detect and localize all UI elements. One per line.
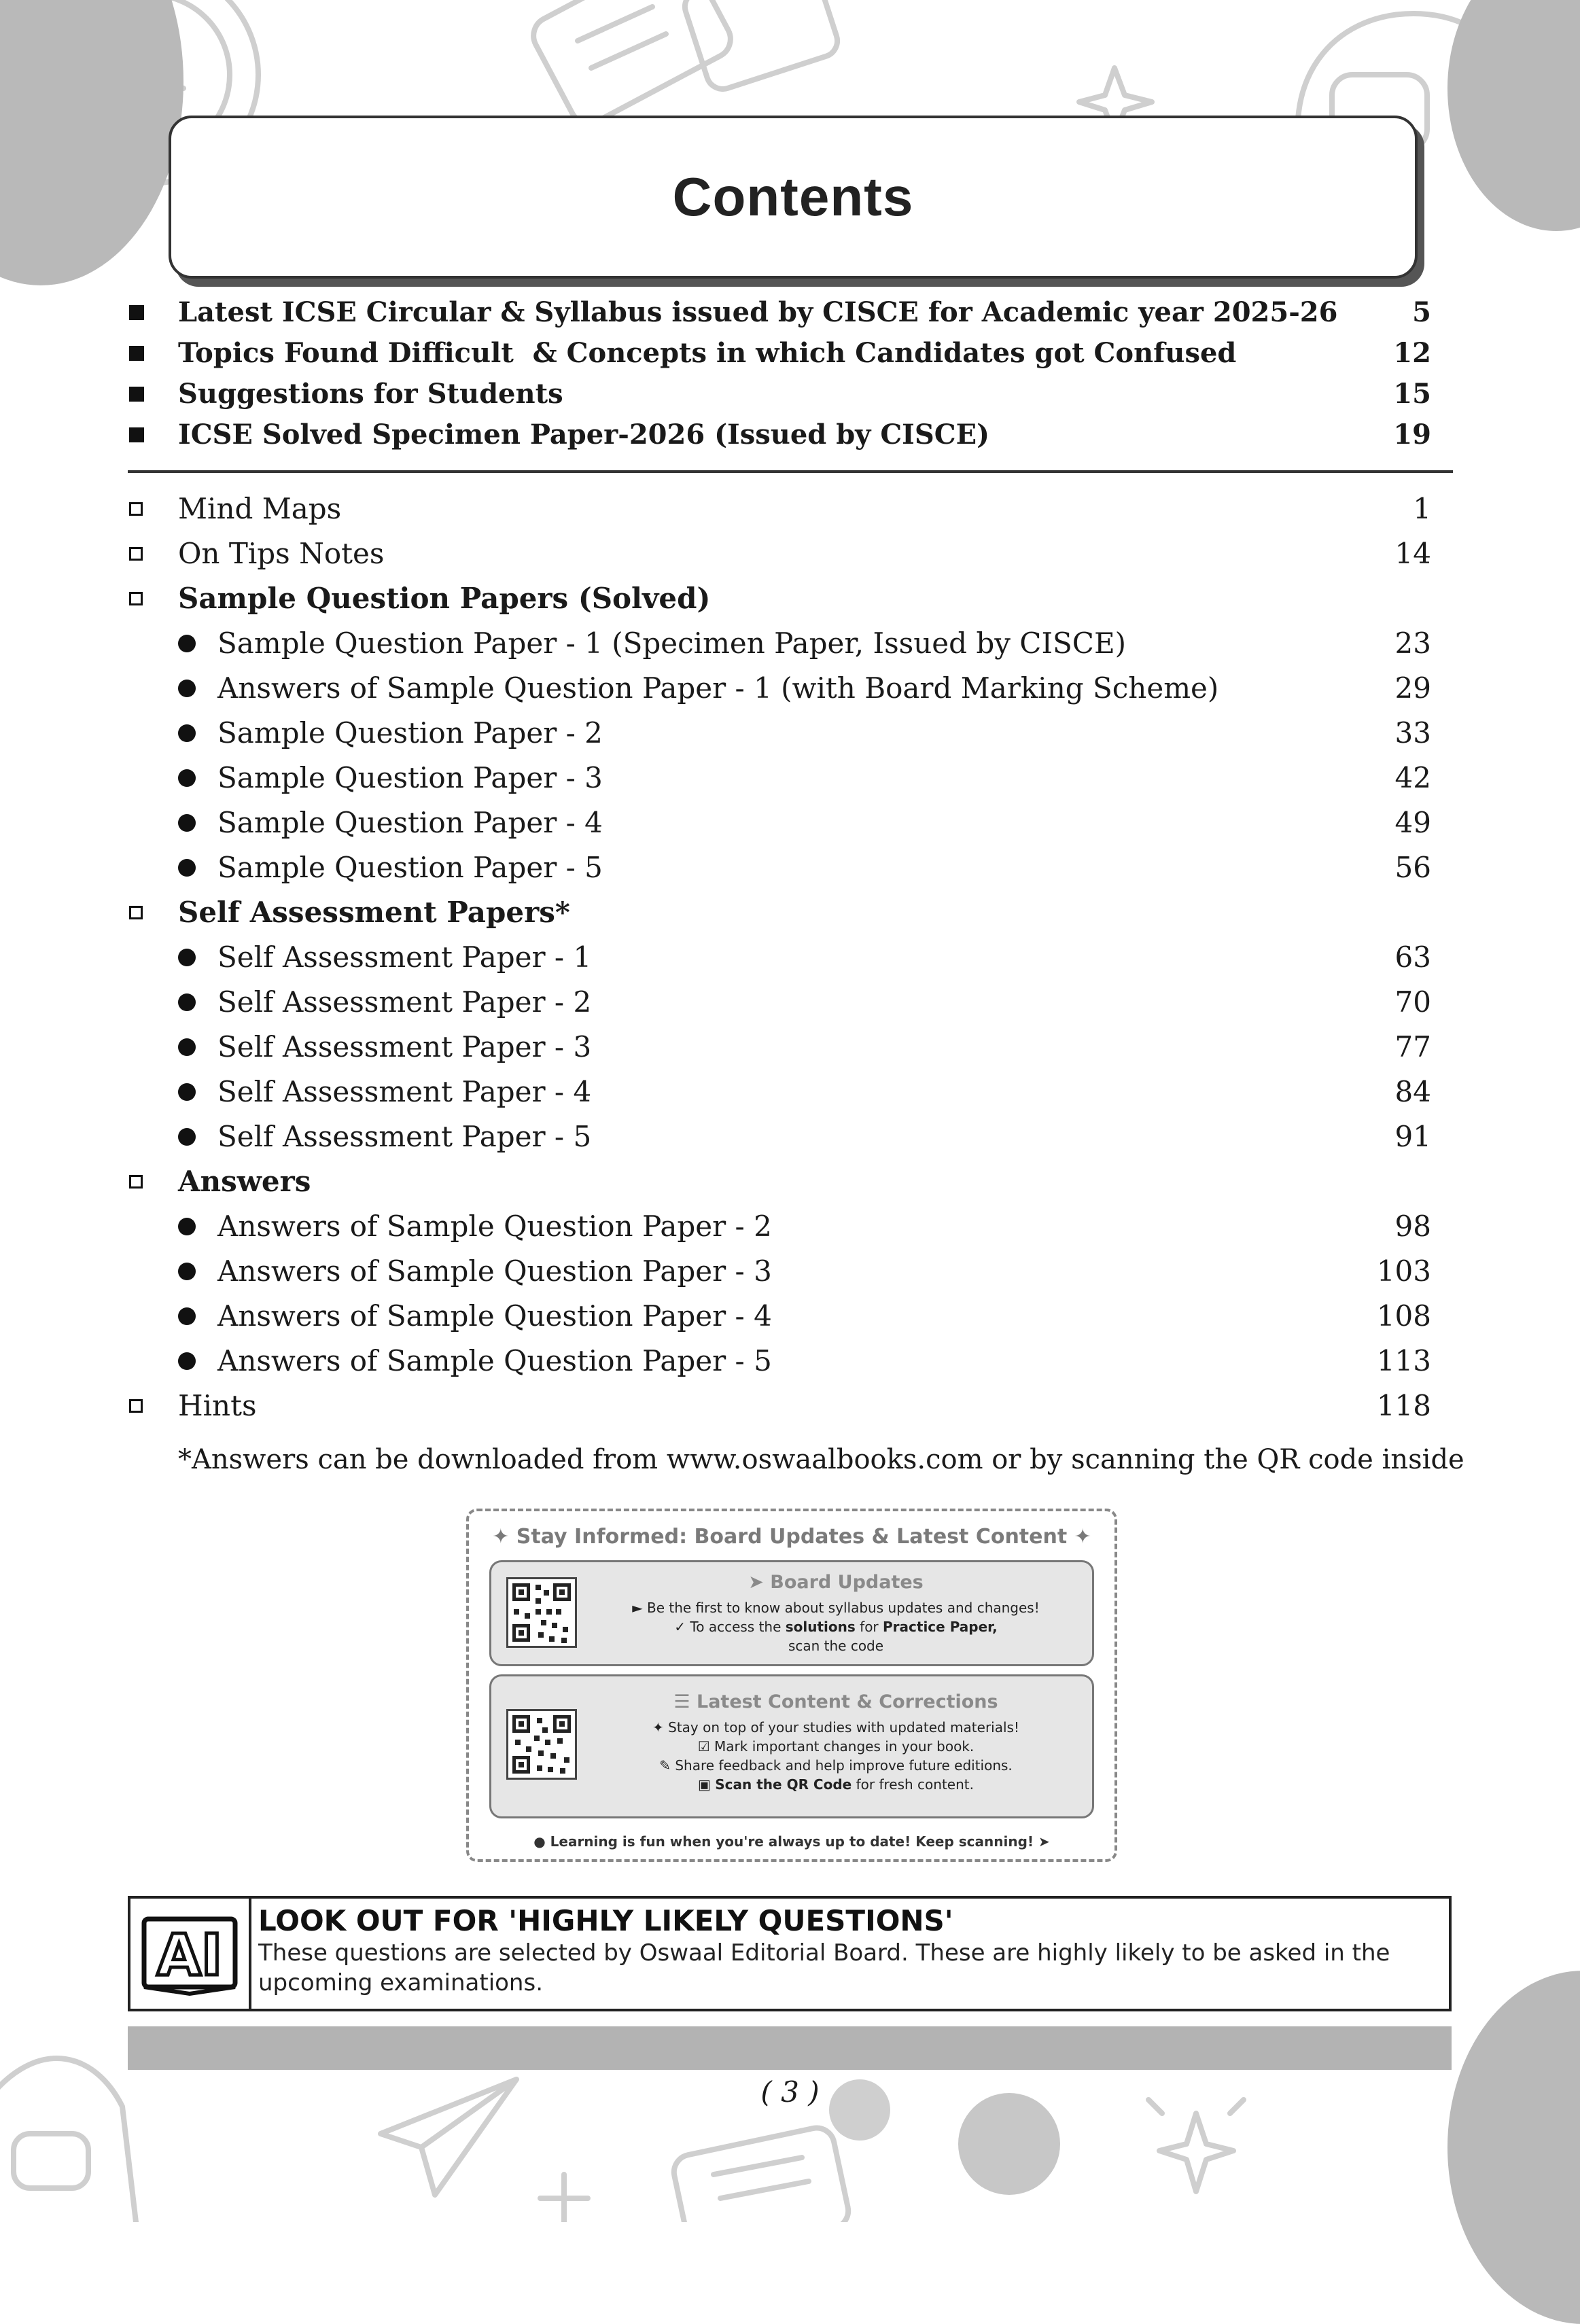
toc-page: 70	[1394, 985, 1431, 1019]
toc-subitem[interactable]	[129, 1212, 1434, 1241]
toc-label: On Tips Notes	[178, 537, 385, 570]
toc-label: ICSE Solved Specimen Paper-2026 (Issued by CISCE)	[178, 419, 990, 451]
ai-box-text	[251, 1899, 1449, 2009]
toc-page: 14	[1394, 537, 1431, 570]
round-bullet-icon	[178, 1352, 217, 1370]
toc-label: Sample Question Paper - 2	[217, 716, 603, 750]
toc-top-item[interactable]	[129, 419, 1434, 451]
toc-label: Topics Found Difficult & Concepts in which Candidates got Confused	[178, 337, 1237, 369]
toc-label: Hints	[178, 1389, 257, 1422]
open-square-bullet-icon	[129, 502, 178, 516]
latest-content-line-post: for fresh content.	[852, 1776, 974, 1793]
board-updates-line-bold: Practice Paper,	[883, 1619, 998, 1635]
toc-subitem[interactable]	[129, 1344, 1434, 1377]
round-bullet-icon	[178, 769, 217, 787]
toc-label: Suggestions for Students	[178, 378, 563, 410]
toc-page: 56	[1394, 851, 1431, 884]
filled-square-bullet-icon	[129, 387, 178, 402]
round-bullet-icon	[178, 724, 217, 742]
toc-subitem[interactable]	[129, 806, 1434, 839]
open-square-bullet-icon	[129, 547, 178, 561]
board-updates-card	[489, 1560, 1094, 1666]
round-bullet-icon	[178, 859, 217, 877]
latest-content-card	[489, 1674, 1094, 1818]
page-number: ( 3 )	[760, 2075, 820, 2109]
toc-item[interactable]	[129, 1389, 1434, 1422]
books-icon: ☰	[673, 1691, 697, 1712]
rocket-icon: ➤	[1034, 1833, 1050, 1850]
toc-subitem[interactable]	[129, 1030, 1434, 1063]
toc-item[interactable]	[129, 537, 1434, 570]
rocket-icon: ➤	[748, 1572, 771, 1593]
toc-page: 118	[1376, 1389, 1431, 1422]
toc-label: Self Assessment Paper - 3	[217, 1030, 592, 1063]
toc-subitem[interactable]	[129, 1075, 1434, 1108]
qr-panel-heading-text: Stay Informed: Board Updates & Latest Content	[516, 1525, 1068, 1549]
ai-box-title: LOOK OUT FOR 'HIGHLY LIKELY QUESTIONS'	[258, 1904, 953, 1937]
ai-book-icon	[130, 1899, 251, 2009]
toc-page: 77	[1394, 1030, 1431, 1063]
toc-page: 23	[1394, 627, 1431, 660]
phone-icon: ▣	[698, 1776, 716, 1793]
round-bullet-icon	[178, 1307, 217, 1325]
open-square-bullet-icon	[129, 592, 178, 605]
latest-content-line	[593, 1737, 1078, 1756]
toc-label: Answers of Sample Question Paper - 2	[217, 1210, 772, 1243]
latest-content-line-text: Mark important changes in your book.	[714, 1738, 975, 1755]
footer-grey-bar	[128, 2026, 1452, 2070]
party-popper-icon: ✦	[1067, 1525, 1091, 1549]
toc-subitem[interactable]	[129, 985, 1434, 1019]
toc-label: Mind Maps	[178, 492, 342, 525]
round-bullet-icon	[178, 1218, 217, 1235]
qr-panel-footer	[469, 1833, 1114, 1850]
toc-subitem[interactable]	[129, 671, 1434, 705]
toc-label: Sample Question Paper - 1 (Specimen Paper, Issued by CISCE)	[217, 627, 1126, 660]
round-bullet-icon	[178, 949, 217, 966]
lightbulb-icon: ●	[533, 1833, 550, 1850]
round-bullet-icon	[178, 1263, 217, 1280]
answers-footnote: *Answers can be downloaded from www.oswaalbooks.com or by scanning the QR code inside	[178, 1444, 1464, 1475]
latest-content-line-text: Stay on top of your studies with updated materials!	[668, 1719, 1019, 1736]
round-bullet-icon	[178, 1128, 217, 1146]
round-bullet-icon	[178, 1038, 217, 1056]
toc-subitem[interactable]	[129, 761, 1434, 794]
board-updates-line-text: Be the first to know about syllabus updates and changes!	[646, 1600, 1040, 1616]
toc-section-heading[interactable]	[129, 584, 1434, 613]
qr-info-panel	[466, 1509, 1117, 1862]
toc-label: Sample Question Paper - 4	[217, 806, 603, 839]
toc-item[interactable]	[129, 492, 1434, 525]
toc-subitem[interactable]	[129, 853, 1434, 882]
ai-icon-text: AI	[156, 1922, 223, 1988]
toc-page: 108	[1376, 1299, 1431, 1333]
section-divider	[128, 470, 1453, 473]
toc-page: 49	[1394, 806, 1431, 839]
toc-label: Sample Question Paper - 3	[217, 761, 603, 794]
toc-label: Self Assessment Paper - 5	[217, 1120, 592, 1153]
toc-label: Sample Question Paper - 5	[217, 851, 603, 884]
toc-page: 91	[1394, 1120, 1431, 1153]
filled-square-bullet-icon	[129, 427, 178, 442]
board-updates-line	[593, 1598, 1078, 1617]
toc-page: 113	[1376, 1344, 1431, 1377]
toc-label: Answers of Sample Question Paper - 3	[217, 1254, 772, 1288]
latest-content-title-text: Latest Content & Corrections	[696, 1691, 998, 1712]
ai-box-description: These questions are selected by Oswaal Editorial Board. These are highly likely to be asked in the upcoming examinations.	[258, 1939, 1390, 1996]
round-bullet-icon	[178, 680, 217, 697]
open-square-bullet-icon	[129, 906, 178, 919]
sparkle-icon: ✦	[652, 1719, 669, 1736]
latest-content-line-bold: Scan the QR Code	[715, 1776, 852, 1793]
round-bullet-icon	[178, 993, 217, 1011]
toc-label: Answers of Sample Question Paper - 1 (with Board Marking Scheme)	[217, 671, 1219, 705]
toc-page: 42	[1394, 761, 1431, 794]
qr-code-icon[interactable]	[506, 1709, 577, 1780]
board-updates-title	[593, 1572, 1078, 1593]
toc-page: 12	[1393, 337, 1431, 369]
toc-page: 103	[1376, 1254, 1431, 1288]
latest-content-line	[593, 1756, 1078, 1775]
megaphone-icon: ►	[632, 1600, 647, 1616]
toc-page: 5	[1412, 296, 1431, 328]
toc-page: 15	[1393, 378, 1431, 410]
board-updates-line-bold: solutions	[785, 1619, 856, 1635]
checkbox-icon: ☑	[697, 1738, 715, 1755]
board-updates-line: scan the code	[788, 1638, 884, 1654]
toc-label: Answers of Sample Question Paper - 5	[217, 1344, 772, 1377]
latest-content-text	[593, 1691, 1078, 1794]
latest-content-line	[593, 1718, 1078, 1737]
round-bullet-icon	[178, 1083, 217, 1101]
board-updates-text	[593, 1572, 1078, 1655]
toc-label: Latest ICSE Circular & Syllabus issued by CISCE for Academic year 2025-26	[178, 296, 1338, 328]
filled-square-bullet-icon	[129, 305, 178, 320]
toc-subitem[interactable]	[129, 940, 1434, 974]
toc-subitem[interactable]	[129, 716, 1434, 750]
toc-section-heading[interactable]	[129, 898, 1434, 927]
toc-section-heading[interactable]	[129, 1167, 1434, 1196]
toc-subitem[interactable]	[129, 1299, 1434, 1333]
board-updates-line	[593, 1617, 1078, 1636]
toc-subitem[interactable]	[129, 1120, 1434, 1153]
open-square-bullet-icon	[129, 1399, 178, 1413]
latest-content-line	[593, 1775, 1078, 1794]
toc-page: 84	[1394, 1075, 1431, 1108]
qr-code-icon[interactable]	[506, 1577, 577, 1648]
check-icon: ✓	[674, 1619, 690, 1635]
toc-page: 33	[1394, 716, 1431, 750]
toc-page: 29	[1394, 671, 1431, 705]
toc-subitem[interactable]	[129, 629, 1434, 658]
qr-panel-heading	[469, 1525, 1114, 1549]
toc-label: Answers of Sample Question Paper - 4	[217, 1299, 772, 1333]
page-title: Contents	[672, 166, 914, 227]
toc-label: Answers	[178, 1165, 311, 1198]
toc-subitem[interactable]	[129, 1254, 1434, 1288]
round-bullet-icon	[178, 814, 217, 832]
toc-label: Self Assessment Paper - 4	[217, 1075, 592, 1108]
filled-square-bullet-icon	[129, 346, 178, 361]
toc-label: Self Assessment Paper - 1	[217, 940, 592, 974]
toc-page: 98	[1394, 1210, 1431, 1243]
toc-page: 63	[1394, 940, 1431, 974]
toc-page: 19	[1393, 419, 1431, 451]
toc-label: Self Assessment Papers*	[178, 896, 570, 929]
round-bullet-icon	[178, 635, 217, 652]
toc-label: Sample Question Papers (Solved)	[178, 582, 711, 615]
highly-likely-questions-box	[128, 1896, 1452, 2011]
toc-top-item[interactable]	[129, 378, 1434, 410]
party-popper-icon: ✦	[492, 1525, 516, 1549]
latest-content-line-text: Share feedback and help improve future editions.	[675, 1757, 1013, 1774]
pencil-icon: ✎	[659, 1757, 675, 1774]
toc-top-item[interactable]	[129, 337, 1434, 369]
qr-panel-footer-text: Learning is fun when you're always up to date! Keep scanning!	[550, 1833, 1034, 1850]
board-updates-title-text: Board Updates	[770, 1572, 924, 1593]
toc-top-item[interactable]	[129, 296, 1434, 328]
latest-content-title	[593, 1691, 1078, 1712]
board-updates-line-pre: To access the	[690, 1619, 786, 1635]
open-square-bullet-icon	[129, 1175, 178, 1189]
board-updates-line-mid: for	[855, 1619, 883, 1635]
toc-label: Self Assessment Paper - 2	[217, 985, 592, 1019]
toc-page: 1	[1413, 492, 1431, 525]
